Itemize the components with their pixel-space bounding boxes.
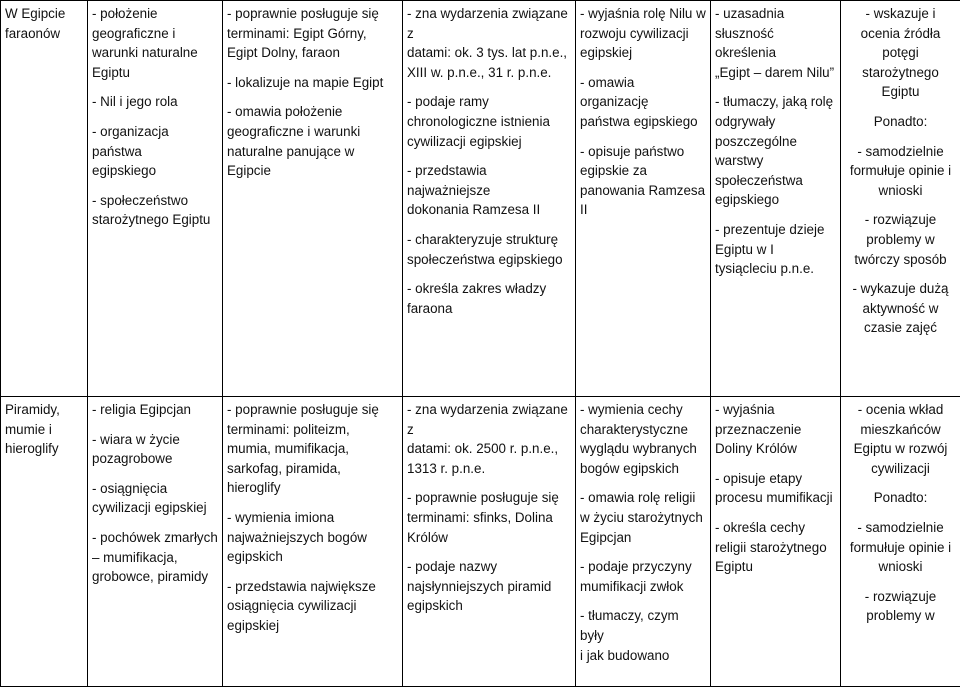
cell-line: - charakteryzuje strukturę xyxy=(407,230,571,250)
cell-line: - przedstawia najważniejsze xyxy=(407,161,571,200)
cell-line: - organizacja państwa xyxy=(92,122,218,161)
cell-line: potęgi xyxy=(845,43,956,63)
cell-line: mieszkańców xyxy=(845,420,956,440)
cell-paragraph xyxy=(715,518,836,577)
requirements-very-good-cell xyxy=(711,397,841,687)
cell-line: ocenia źródła xyxy=(845,24,956,44)
cell-paragraph xyxy=(845,142,956,201)
cell-line: formułuje opinie i xyxy=(845,161,956,181)
cell-line: egipskiego xyxy=(715,190,836,210)
cell-paragraph xyxy=(580,557,706,596)
table-row-pyramids-mummies xyxy=(1,397,960,687)
cell-line: datami: ok. 3 tys. lat p.n.e., xyxy=(407,43,571,63)
cell-paragraph xyxy=(92,400,218,420)
cell-line: w życiu starożytnych xyxy=(580,508,706,528)
cell-line: - osiągnięcia xyxy=(92,479,218,499)
cell-line: panowania Ramzesa xyxy=(580,181,706,201)
cell-line: – mumifikacja, xyxy=(92,548,218,568)
cell-paragraph xyxy=(407,279,571,318)
cell-paragraph xyxy=(92,191,218,230)
cell-line: Królów xyxy=(407,528,571,548)
cell-line: formułuje opinie i xyxy=(845,538,956,558)
cell-paragraph xyxy=(92,122,218,181)
cell-paragraph xyxy=(845,210,956,269)
cell-line: starożytnego xyxy=(845,63,956,83)
cell-line: mumie i xyxy=(5,420,83,440)
cell-line: egipskiej xyxy=(580,43,706,63)
cell-line: wyglądu wybranych xyxy=(580,439,706,459)
cell-line: - Nil i jego rola xyxy=(92,92,218,112)
cell-line: - rozwiązuje xyxy=(845,210,956,230)
cell-line: egipskich xyxy=(227,547,398,567)
cell-line: Egiptu xyxy=(715,557,836,577)
cell-paragraph xyxy=(92,4,218,82)
cell-line: Egiptu w rozwój xyxy=(845,439,956,459)
cell-line: - poprawnie posługuje się xyxy=(227,4,398,24)
cell-paragraph xyxy=(407,488,571,547)
cell-paragraph xyxy=(845,4,956,102)
cell-line: mumia, mumifikacja, xyxy=(227,439,398,459)
cell-line: egipskiej xyxy=(227,616,398,636)
cell-line: - wykazuje dużą xyxy=(845,279,956,299)
cell-line: Egipt Dolny, faraon xyxy=(227,43,398,63)
cell-line: cywilizacji xyxy=(845,459,956,479)
cell-paragraph xyxy=(580,400,706,478)
cell-line: i jak budowano xyxy=(580,646,706,666)
cell-line: przeznaczenie xyxy=(715,420,836,440)
cell-line: Piramidy, xyxy=(5,400,83,420)
cell-line: - wymienia imiona xyxy=(227,508,398,528)
cell-line: - omawia rolę religii xyxy=(580,488,706,508)
requirements-good-cell xyxy=(576,1,711,397)
cell-line: egipskich xyxy=(407,596,571,616)
cell-paragraph xyxy=(845,279,956,338)
requirements-basic-cell xyxy=(223,397,403,687)
cell-line: - ocenia wkład xyxy=(845,400,956,420)
cell-line: poszczególne xyxy=(715,132,836,152)
cell-paragraph xyxy=(407,161,571,220)
cell-line: dokonania Ramzesa II xyxy=(407,200,571,220)
cell-line: starożytnego Egiptu xyxy=(92,210,218,230)
cell-line: problemy w xyxy=(845,230,956,250)
cell-line: problemy w xyxy=(845,606,956,626)
cell-line: aktywność w xyxy=(845,299,956,319)
cell-paragraph xyxy=(92,430,218,469)
cell-line: - podaje przyczyny xyxy=(580,557,706,577)
cell-line: Egiptu w I xyxy=(715,240,836,260)
cell-line: społeczeństwa egipskiego xyxy=(407,250,571,270)
cell-line: - społeczeństwo xyxy=(92,191,218,211)
cell-line: grobowce, piramidy xyxy=(92,567,218,587)
cell-line: - wiara w życie xyxy=(92,430,218,450)
cell-line: 1313 r. p.n.e. xyxy=(407,459,571,479)
cell-paragraph xyxy=(715,400,836,459)
cell-paragraph xyxy=(227,73,398,93)
cell-line: Egiptu xyxy=(845,82,956,102)
cell-paragraph xyxy=(845,112,956,132)
cell-line: - tłumaczy, czym były xyxy=(580,606,706,645)
cell-paragraph xyxy=(845,488,956,508)
cell-line: terminami: politeizm, xyxy=(227,420,398,440)
cell-line: odgrywały xyxy=(715,112,836,132)
cell-line: hieroglify xyxy=(5,439,83,459)
cell-paragraph xyxy=(580,4,706,63)
cell-line: terminami: Egipt Górny, xyxy=(227,24,398,44)
requirements-sufficient-cell xyxy=(403,1,576,397)
cell-paragraph xyxy=(227,400,398,498)
cell-paragraph xyxy=(845,400,956,478)
cell-line: - wyjaśnia xyxy=(715,400,836,420)
cell-line: bogów egipskich xyxy=(580,459,706,479)
cell-line: - rozwiązuje xyxy=(845,587,956,607)
content-cell xyxy=(88,1,223,397)
cell-line: geograficzne i xyxy=(92,24,218,44)
cell-line: - podaje ramy xyxy=(407,92,571,112)
cell-line: religii starożytnego xyxy=(715,538,836,558)
cell-line: rozwoju cywilizacji xyxy=(580,24,706,44)
requirements-excellent-cell xyxy=(841,397,960,687)
cell-paragraph xyxy=(407,400,571,478)
cell-paragraph xyxy=(845,587,956,626)
cell-line: wnioski xyxy=(845,181,956,201)
cell-line: - podaje nazwy xyxy=(407,557,571,577)
cell-line: - samodzielnie xyxy=(845,142,956,162)
cell-line: tysiącleciu p.n.e. xyxy=(715,259,836,279)
cell-line: - tłumaczy, jaką rolę xyxy=(715,92,836,112)
cell-line: - zna wydarzenia związane z xyxy=(407,400,571,439)
content-cell xyxy=(88,397,223,687)
cell-line: osiągnięcia cywilizacji xyxy=(227,596,398,616)
cell-line: naturalne panujące w Egipcie xyxy=(227,142,398,181)
cell-line: - poprawnie posługuje się xyxy=(227,400,398,420)
cell-paragraph xyxy=(580,488,706,547)
cell-line: pozagrobowe xyxy=(92,449,218,469)
cell-line: - opisuje etapy xyxy=(715,469,836,489)
cell-line: - poprawnie posługuje się xyxy=(407,488,571,508)
cell-line: „Egipt – darem Nilu” xyxy=(715,63,836,83)
cell-line: twórczy sposób xyxy=(845,250,956,270)
cell-line: chronologiczne istnienia xyxy=(407,112,571,132)
requirements-sufficient-cell xyxy=(403,397,576,687)
cell-paragraph xyxy=(227,508,398,567)
cell-paragraph xyxy=(5,4,83,43)
cell-paragraph xyxy=(92,479,218,518)
requirements-basic-cell xyxy=(223,1,403,397)
cell-line: - określa zakres władzy xyxy=(407,279,571,299)
cell-line: egipskie za xyxy=(580,161,706,181)
cell-paragraph xyxy=(580,73,706,132)
cell-line: mumifikacji zwłok xyxy=(580,577,706,597)
cell-line: - wyjaśnia rolę Nilu w xyxy=(580,4,706,24)
cell-line: - lokalizuje na mapie Egipt xyxy=(227,73,398,93)
cell-paragraph xyxy=(227,4,398,63)
cell-line: Doliny Królów xyxy=(715,439,836,459)
cell-line: - określa cechy xyxy=(715,518,836,538)
requirements-good-cell xyxy=(576,397,711,687)
cell-paragraph xyxy=(407,92,571,151)
cell-line: - zna wydarzenia związane z xyxy=(407,4,571,43)
requirements-very-good-cell xyxy=(711,1,841,397)
cell-paragraph xyxy=(5,400,83,459)
cell-line: - uzasadnia xyxy=(715,4,836,24)
cell-line: datami: ok. 2500 r. p.n.e., xyxy=(407,439,571,459)
cell-paragraph xyxy=(580,606,706,665)
cell-line: najsłynniejszych piramid xyxy=(407,577,571,597)
topic-cell xyxy=(1,397,88,687)
cell-line: cywilizacji egipskiej xyxy=(92,498,218,518)
cell-line: geograficzne i warunki xyxy=(227,122,398,142)
cell-line: procesu mumifikacji xyxy=(715,488,836,508)
topic-cell xyxy=(1,1,88,397)
cell-line: faraonów xyxy=(5,24,83,44)
cell-line: - omawia organizację xyxy=(580,73,706,112)
cell-paragraph xyxy=(407,230,571,269)
cell-line: W Egipcie xyxy=(5,4,83,24)
cell-paragraph xyxy=(715,220,836,279)
cell-paragraph xyxy=(227,102,398,180)
cell-paragraph xyxy=(407,557,571,616)
cell-line: terminami: sfinks, Dolina xyxy=(407,508,571,528)
cell-line: - pochówek zmarłych xyxy=(92,528,218,548)
requirements-excellent-cell xyxy=(841,1,960,397)
cell-line: słuszność określenia xyxy=(715,24,836,63)
cell-line: warstwy xyxy=(715,151,836,171)
cell-paragraph xyxy=(227,577,398,636)
cell-line: cywilizacji egipskiej xyxy=(407,132,571,152)
table-row-egypt-pharaohs xyxy=(1,1,960,397)
cell-paragraph xyxy=(715,469,836,508)
cell-line: Ponadto: xyxy=(845,488,956,508)
cell-line: sarkofag, piramida, hieroglify xyxy=(227,459,398,498)
cell-line: egipskiego xyxy=(92,161,218,181)
cell-paragraph xyxy=(845,518,956,577)
cell-line: Ponadto: xyxy=(845,112,956,132)
cell-line: charakterystyczne xyxy=(580,420,706,440)
cell-line: Egipcjan xyxy=(580,528,706,548)
cell-line: - przedstawia największe xyxy=(227,577,398,597)
cell-paragraph xyxy=(715,92,836,210)
cell-paragraph xyxy=(715,4,836,82)
cell-line: II xyxy=(580,200,706,220)
cell-paragraph xyxy=(92,92,218,112)
cell-line: - wymienia cechy xyxy=(580,400,706,420)
cell-paragraph xyxy=(407,4,571,82)
cell-line: - wskazuje i xyxy=(845,4,956,24)
cell-line: - położenie xyxy=(92,4,218,24)
cell-line: - omawia położenie xyxy=(227,102,398,122)
cell-line: Egiptu xyxy=(92,63,218,83)
cell-line: wnioski xyxy=(845,557,956,577)
cell-line: - religia Egipcjan xyxy=(92,400,218,420)
cell-line: państwa egipskiego xyxy=(580,112,706,132)
cell-line: warunki naturalne xyxy=(92,43,218,63)
cell-line: - samodzielnie xyxy=(845,518,956,538)
cell-line: społeczeństwa xyxy=(715,171,836,191)
cell-line: XIII w. p.n.e., 31 r. p.n.e. xyxy=(407,63,571,83)
cell-line: faraona xyxy=(407,299,571,319)
cell-paragraph xyxy=(92,528,218,587)
cell-line: - prezentuje dzieje xyxy=(715,220,836,240)
cell-paragraph xyxy=(580,142,706,220)
cell-line: - opisuje państwo xyxy=(580,142,706,162)
cell-line: najważniejszych bogów xyxy=(227,528,398,548)
cell-line: czasie zajęć xyxy=(845,318,956,338)
